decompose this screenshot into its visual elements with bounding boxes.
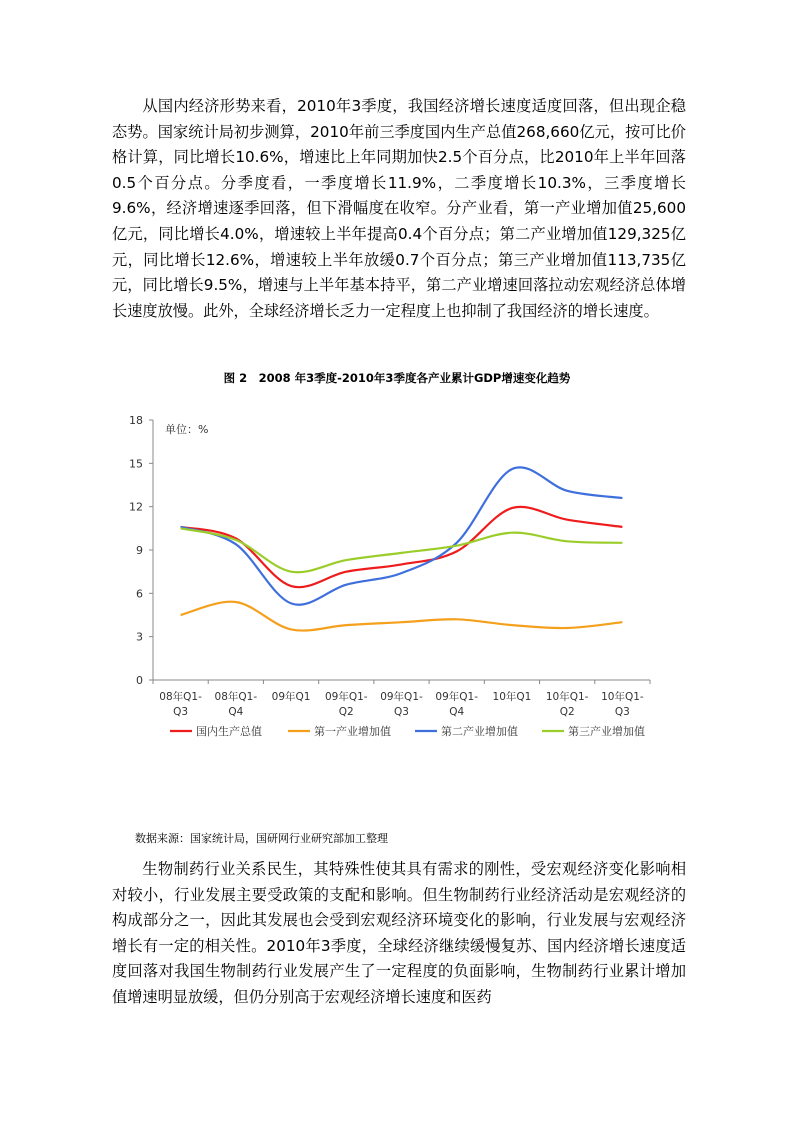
gdp-growth-line-chart [110,405,670,750]
y-tick-label: 9 [136,544,143,557]
x-tick-label: 09年Q1-Q2 [324,691,368,718]
x-tick-label: 10年Q1-Q2 [545,691,589,718]
y-tick-label: 0 [136,674,143,687]
y-tick-label: 3 [136,630,143,644]
y-tick-label: 12 [129,500,143,514]
legend-label-3: 第二产业增加值 [441,725,518,738]
legend-label-1: 国内生产总值 [196,725,262,738]
x-tick-label: 08年Q1-Q3 [159,691,202,718]
x-tick-label: 10年Q1 [492,691,532,703]
series-line-4 [181,528,623,572]
data-source-note: 数据来源：国家统计局，国研网行业研究部加工整理 [135,832,388,845]
x-tick-label: 09年Q1 [271,691,311,703]
x-tick-label: 09年Q1-Q3 [380,691,423,718]
y-tick-label: 18 [129,414,143,427]
legend-label-4: 第三产业增加值 [568,725,645,738]
series-line-2 [181,602,623,631]
figure-caption: 图 2 2008 年3季度-2010年3季度各产业累计GDP增速变化趋势 [223,371,571,385]
industry-paragraph: 生物制药行业关系民生，其特殊性使其具有需求的刚性，受宏观经济变化影响相对较小，行业发展主要受政策的支配和影响。但生物制药行业经济活动是宏观经济的构成部分之一，因此其发展也会受到宏观经济环境变化的影响，行业发展与宏观经济增长有一定的相关性。2010年3季度，全球经济继续缓慢复苏、国内经济增长速度适度回落对我国生物制药行业发展产生了一定程度的负面影响，生物制药行业累计增加值增速明显放缓，但仍分别高于宏观经济增长速度和医药 [112,860,686,1006]
x-tick-label: 09年Q1-Q4 [435,691,479,718]
series-line-3 [181,467,623,604]
legend-label-2: 第一产业增加值 [314,725,391,738]
intro-paragraph: 从国内经济形势来看，2010年3季度，我国经济增长速度适度回落，但出现企稳态势。国家统计局初步测算，2010年前三季度国内生产总值268,660亿元，按可比价格计算，同比增长10.6%，增速比上年同期加快2.5个百分点，比2010年上半年回落0.5个百分点。分季度看，一季度增长11.9%，二季度增长10.3%，三季度增长9.6%，经济增速逐季回落，但下滑幅度在收窄。分产业看，第一产业增加值25,600亿元，同比增长4.0%，增速较上半年提高0.4个百分点；第二产业增加值129,325亿元，同比增长12.6%，增速较上半年放缓0.7个百分点；第三产业增加值113,735亿元，同比增长9.5%，增速与上半年基本持平，第二产业增速回落拉动宏观经济总体增长速度放慢。此外，全球经济增长乏力一定程度上也抑制了我国经济的增长速度。 [112,97,686,320]
x-tick-label: 08年Q1-Q4 [214,691,258,718]
unit-label: 单位：% [165,423,209,436]
y-tick-label: 6 [136,587,143,601]
y-tick-label: 15 [129,457,143,471]
x-tick-label: 10年Q1-Q3 [601,691,644,718]
